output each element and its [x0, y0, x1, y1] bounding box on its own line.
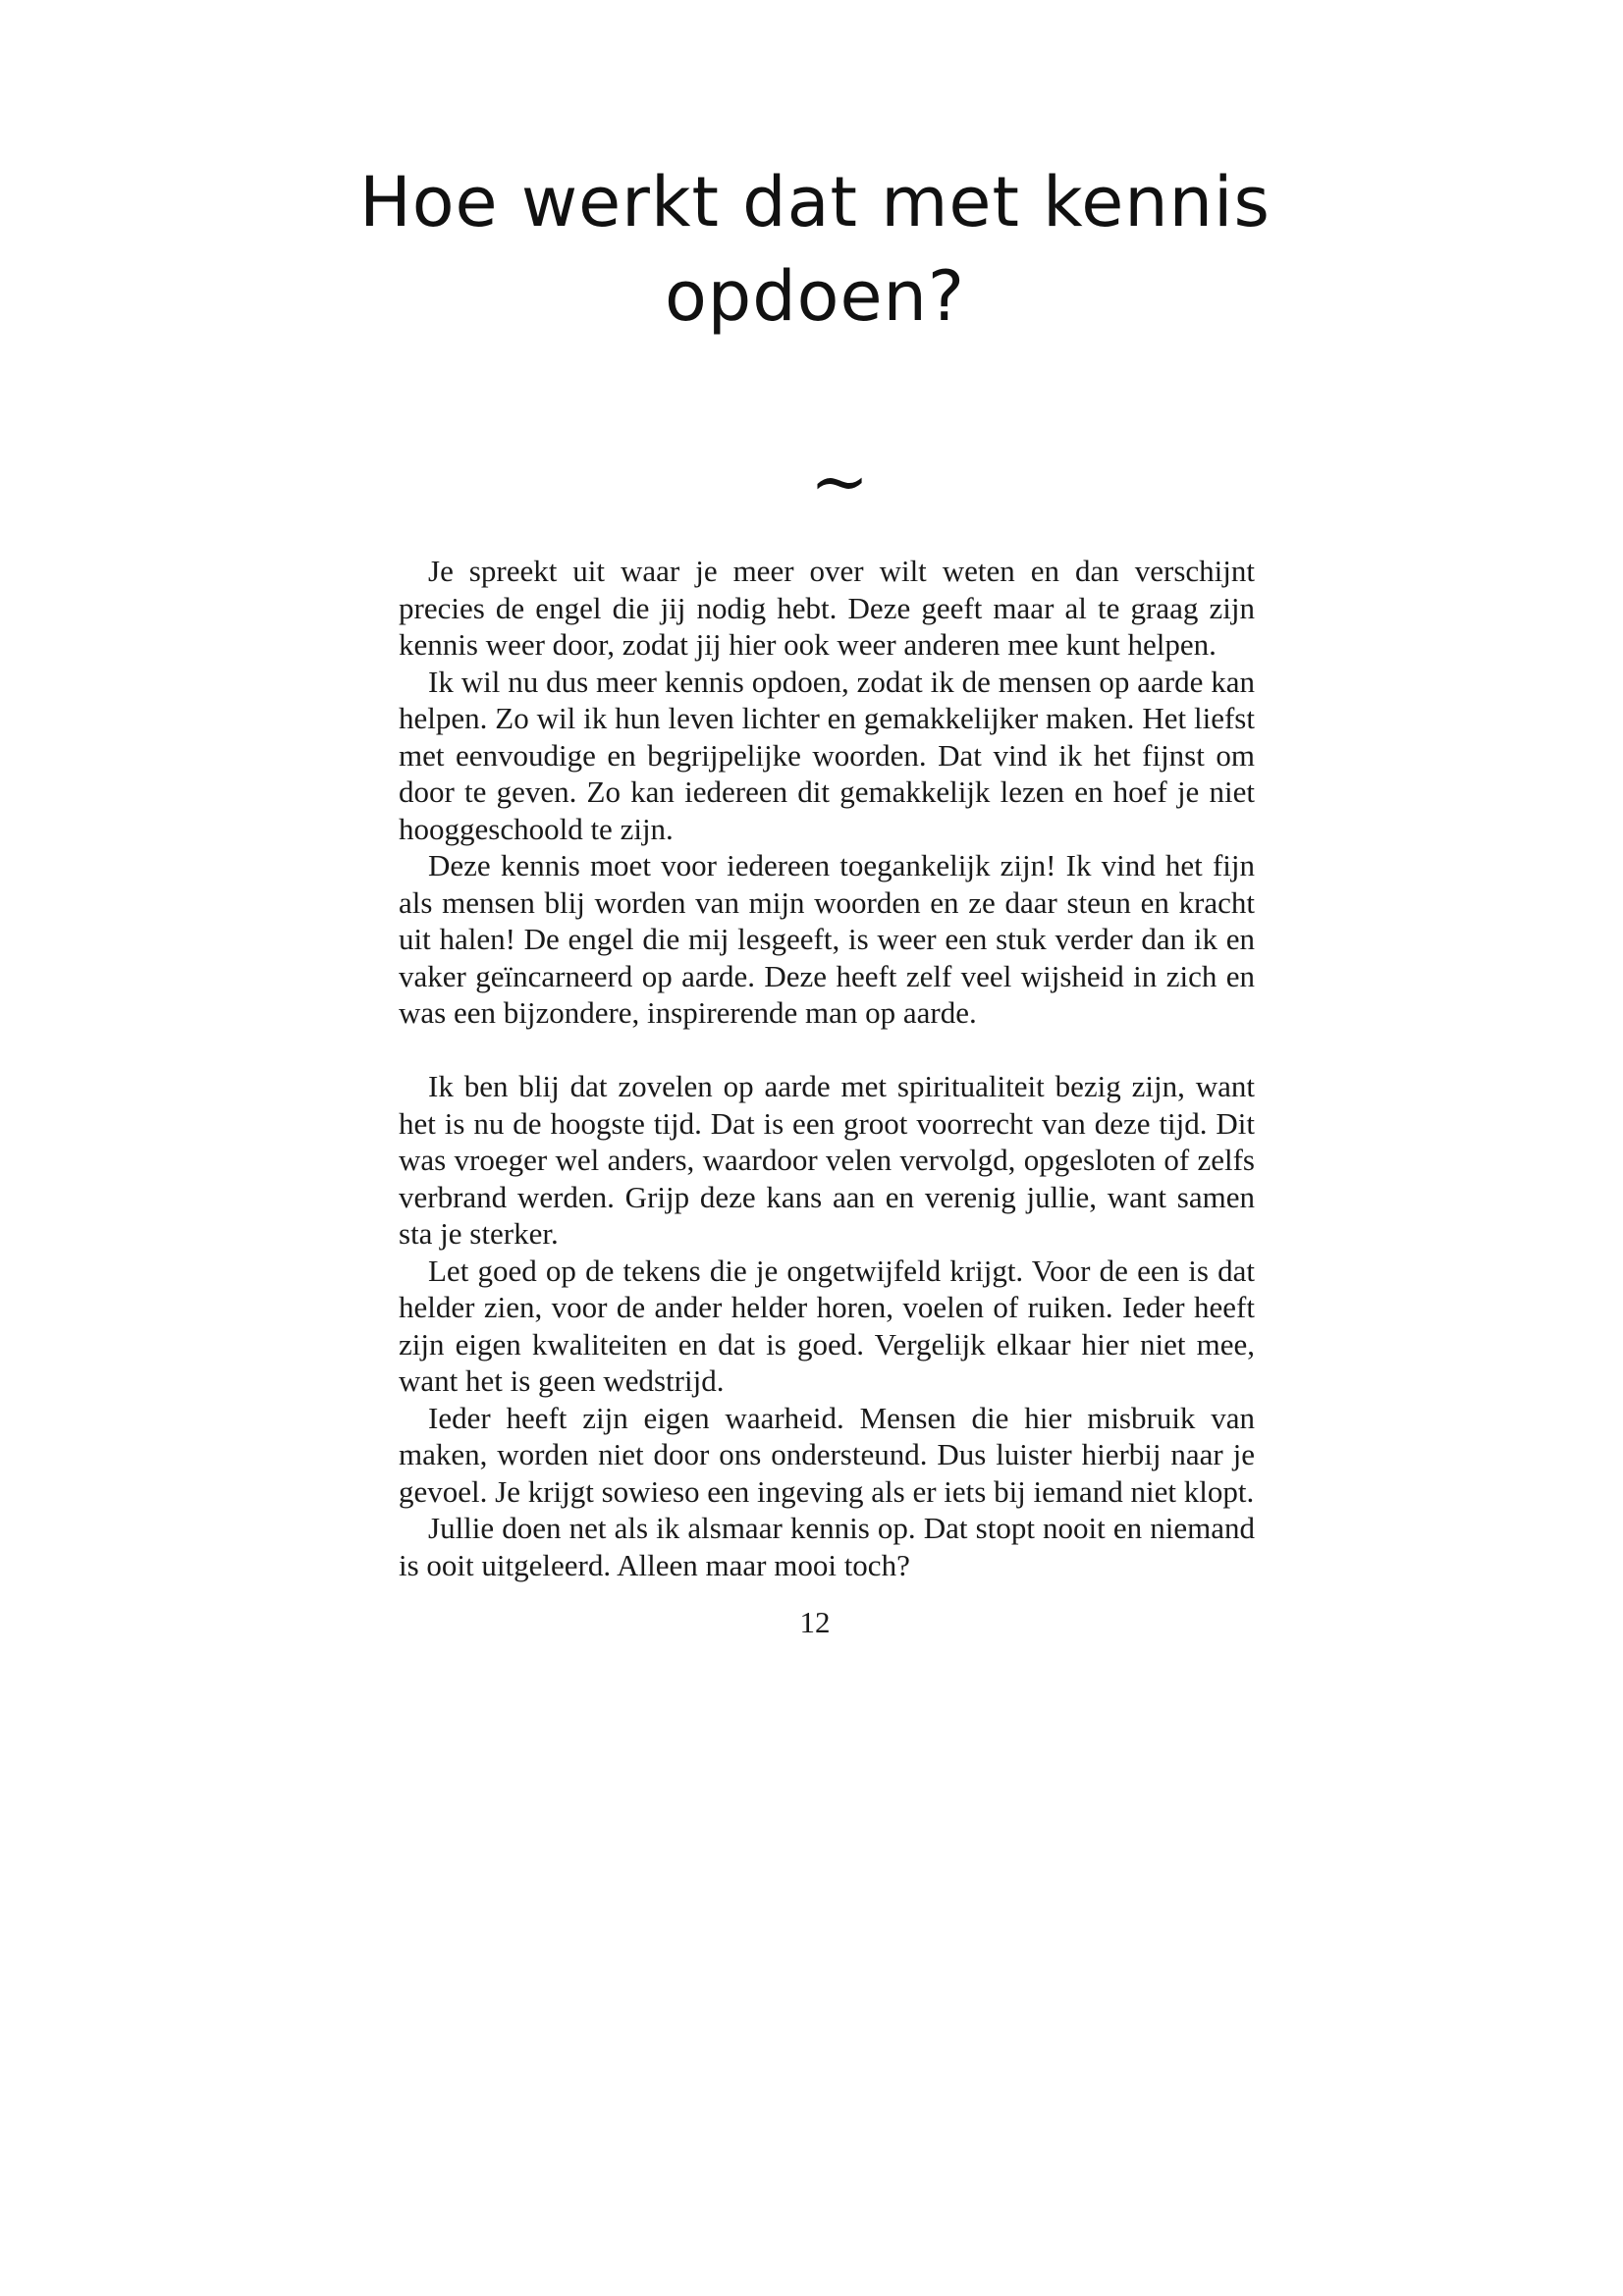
- paragraph: Deze kennis moet voor iedereen toegankelijk zijn! Ik vind het fijn als mensen blij worden van mijn woorden en ze daar steun en kracht uit halen! De engel die mij lesgeeft, is weer een stuk verder dan ik en vaker geïncarneerd op aarde. Deze heeft zelf veel wijsheid in zich en was een bijzondere, inspirerende man op aarde.: [399, 848, 1255, 1030]
- chapter-title: Hoe werkt dat met kennis opdoen?: [359, 162, 1271, 337]
- tilde-divider: ~: [809, 440, 870, 522]
- paragraph: Ik ben blij dat zovelen op aarde met spiritualiteit bezig zijn, want het is nu de hoogste tijd. Dat is een groot voorrecht van deze tijd. Dit was vroeger wel anders, waardoor velen vervolgd, opgesloten of zelfs verbrand werden. Grijp deze kans aan en verenig jullie, want samen sta je sterker.: [399, 1069, 1255, 1251]
- page-number: 12: [799, 1605, 831, 1639]
- paragraph: Let goed op de tekens die je ongetwijfeld krijgt. Voor de een is dat helder zien, voor de ander helder horen, voelen of ruiken. Ieder heeft zijn eigen kwaliteiten en dat is goed. Vergelijk elkaar hier niet mee, want het is geen wedstrijd.: [399, 1253, 1255, 1398]
- paragraph: Je spreekt uit waar je meer over wilt weten en dan verschijnt precies de engel die jij nodig hebt. Deze geeft maar al te graag zijn kennis weer door, zodat jij hier ook weer anderen mee kunt helpen.: [399, 554, 1255, 662]
- body-text: [399, 553, 1255, 1583]
- paragraph: Ieder heeft zijn eigen waarheid. Mensen die hier misbruik van maken, worden niet door ons ondersteund. Dus luister hierbij naar je gevoel. Je krijgt sowieso een ingeving als er iets bij iemand niet klopt.: [399, 1400, 1255, 1509]
- paragraph: Ik wil nu dus meer kennis opdoen, zodat ik de mensen op aarde kan helpen. Zo wil ik hun leven lichter en gemakkelijker maken. Het liefst met eenvoudige en begrijpelijke woorden. Dat vind ik het fijnst om door te geven. Zo kan iedereen dit gemakkelijk lezen en hoef je niet hooggeschoold te zijn.: [399, 664, 1255, 846]
- section-break: [399, 1032, 1255, 1069]
- paragraph: Jullie doen net als ik alsmaar kennis op. Dat stopt nooit en niemand is ooit uitgeleerd. Alleen maar mooi toch?: [399, 1511, 1255, 1582]
